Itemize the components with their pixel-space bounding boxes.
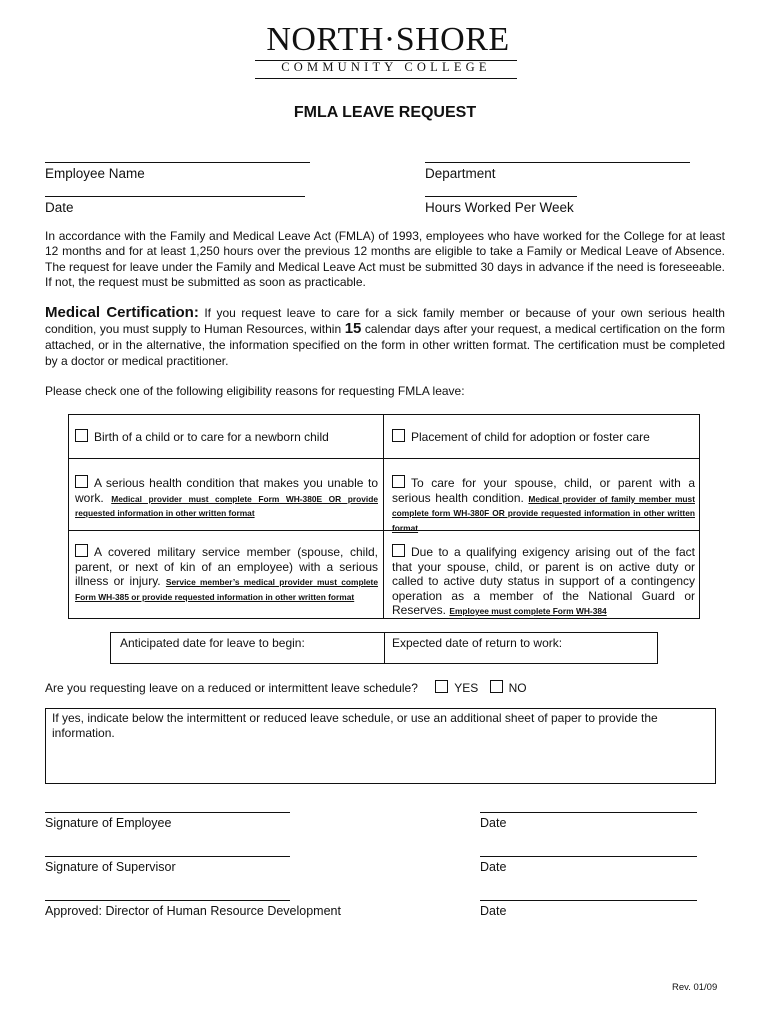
revision-label: Rev. 01/09 xyxy=(672,982,718,993)
reason-military-caregiver[interactable] xyxy=(75,544,378,603)
checkbox[interactable] xyxy=(392,429,405,442)
supervisor-date-label: Date xyxy=(480,860,507,874)
checkbox[interactable] xyxy=(75,544,88,557)
director-date-label: Date xyxy=(480,904,507,918)
yes-checkbox[interactable] xyxy=(435,680,448,693)
schedule-question-text: Are you requesting leave on a reduced or intermittent leave schedule? xyxy=(45,681,418,695)
reason-label: To care for your spouse, child, or parent with a serious health condition. xyxy=(392,476,695,505)
director-date-line[interactable] xyxy=(480,900,697,901)
table-row-divider xyxy=(68,458,700,459)
medical-text-b: calendar days after your request, a medical certification on the form attached, or in the alternative, the information specified on the form in other written format. The certification must be completed by a doctor or medical practitioner. xyxy=(45,322,725,368)
table-divider xyxy=(383,414,384,619)
yes-label: YES xyxy=(454,681,479,695)
page-title: FMLA LEAVE REQUEST xyxy=(293,104,477,121)
supervisor-signature-line[interactable] xyxy=(45,856,290,857)
leave-begin-field[interactable]: Anticipated date for leave to begin: xyxy=(120,636,305,650)
date-line[interactable] xyxy=(45,196,305,197)
schedule-question xyxy=(45,680,527,695)
eligibility-prompt: Please check one of the following eligibility reasons for requesting FMLA leave: xyxy=(45,384,465,398)
employee-signature-line[interactable] xyxy=(45,812,290,813)
supervisor-date-line[interactable] xyxy=(480,856,697,857)
employee-date-label: Date xyxy=(480,816,507,830)
college-logo-subtitle: COMMUNITY COLLEGE xyxy=(281,60,491,74)
employee-name-label: Employee Name xyxy=(45,166,145,181)
college-logo-name: NORTH·SHORE xyxy=(266,21,510,58)
employee-signature-label: Signature of Employee xyxy=(45,816,172,830)
reason-note: Service member’s medical provider must complete Form WH-385 or provide requested information in other written format xyxy=(75,577,379,602)
checkbox[interactable] xyxy=(75,429,88,442)
medical-certification-heading: Medical Certification: xyxy=(45,304,199,321)
medical-text-a: If you request leave to care for a sick family member or because of your own serious health condition, you must supply to Human Resources, within xyxy=(45,306,725,336)
reason-label: Due to a qualifying exigency arising out of the fact that your spouse, child, or parent is on active duty or called to active duty status in support of a contingency operation as a member of the National Guard or Reserves. xyxy=(392,545,695,617)
reason-note: Medical provider of family member must complete form WH-380F OR provide requested information in other written format xyxy=(392,493,695,533)
reason-note: Employee must complete Form WH-384 xyxy=(449,606,607,616)
days-count: 15 xyxy=(344,320,362,337)
director-signature-line[interactable] xyxy=(45,900,290,901)
employee-date-line[interactable] xyxy=(480,812,697,813)
dates-divider xyxy=(384,632,385,664)
medical-certification-paragraph xyxy=(45,305,725,369)
return-date-field[interactable]: Expected date of return to work: xyxy=(392,636,563,650)
reason-note: Medical provider must complete Form WH-380E OR provide requested information in other written format xyxy=(75,493,378,518)
director-signature-label: Approved: Director of Human Resource Development xyxy=(45,904,341,918)
logo-rule-bottom xyxy=(255,78,517,79)
reason-birth[interactable] xyxy=(75,429,375,445)
schedule-box-text: If yes, indicate below the intermittent or reduced leave schedule, or use an additional sheet of paper to provide the information. xyxy=(52,711,658,740)
intro-paragraph: In accordance with the Family and Medical Leave Act (FMLA) of 1993, employees who have worked for the College for at least 12 months and for at least 1,250 hours over the previous 12 months are eligible to take a Family or Medical Leave of Absence. The request for leave under the Family and Medical Leave Act must be submitted 30 days in advance if the need is foreseeable. If not, the request must be submitted as soon as practicable. xyxy=(45,229,725,289)
checkbox[interactable] xyxy=(75,475,88,488)
hours-line[interactable] xyxy=(425,196,577,197)
reason-label: Placement of child for adoption or foster care xyxy=(411,430,650,444)
date-label: Date xyxy=(45,200,74,215)
reason-own-health[interactable] xyxy=(75,475,378,520)
checkbox[interactable] xyxy=(392,475,405,488)
reason-family-health[interactable] xyxy=(392,475,695,534)
reason-label: A covered military service member (spouse, child, parent, or next of kin of an employee) with a serious illness or injury. xyxy=(75,545,378,588)
reason-label: Birth of a child or to care for a newborn child xyxy=(94,430,329,444)
reason-placement[interactable] xyxy=(392,429,692,445)
hours-label: Hours Worked Per Week xyxy=(425,200,574,215)
reason-exigency[interactable] xyxy=(392,544,695,618)
checkbox[interactable] xyxy=(392,544,405,557)
supervisor-signature-label: Signature of Supervisor xyxy=(45,860,176,874)
department-line[interactable] xyxy=(425,162,690,163)
department-label: Department xyxy=(425,166,496,181)
no-checkbox[interactable] xyxy=(490,680,503,693)
no-label: NO xyxy=(508,681,527,695)
reason-label: A serious health condition that makes you unable to work. xyxy=(75,476,378,505)
employee-name-line[interactable] xyxy=(45,162,310,163)
